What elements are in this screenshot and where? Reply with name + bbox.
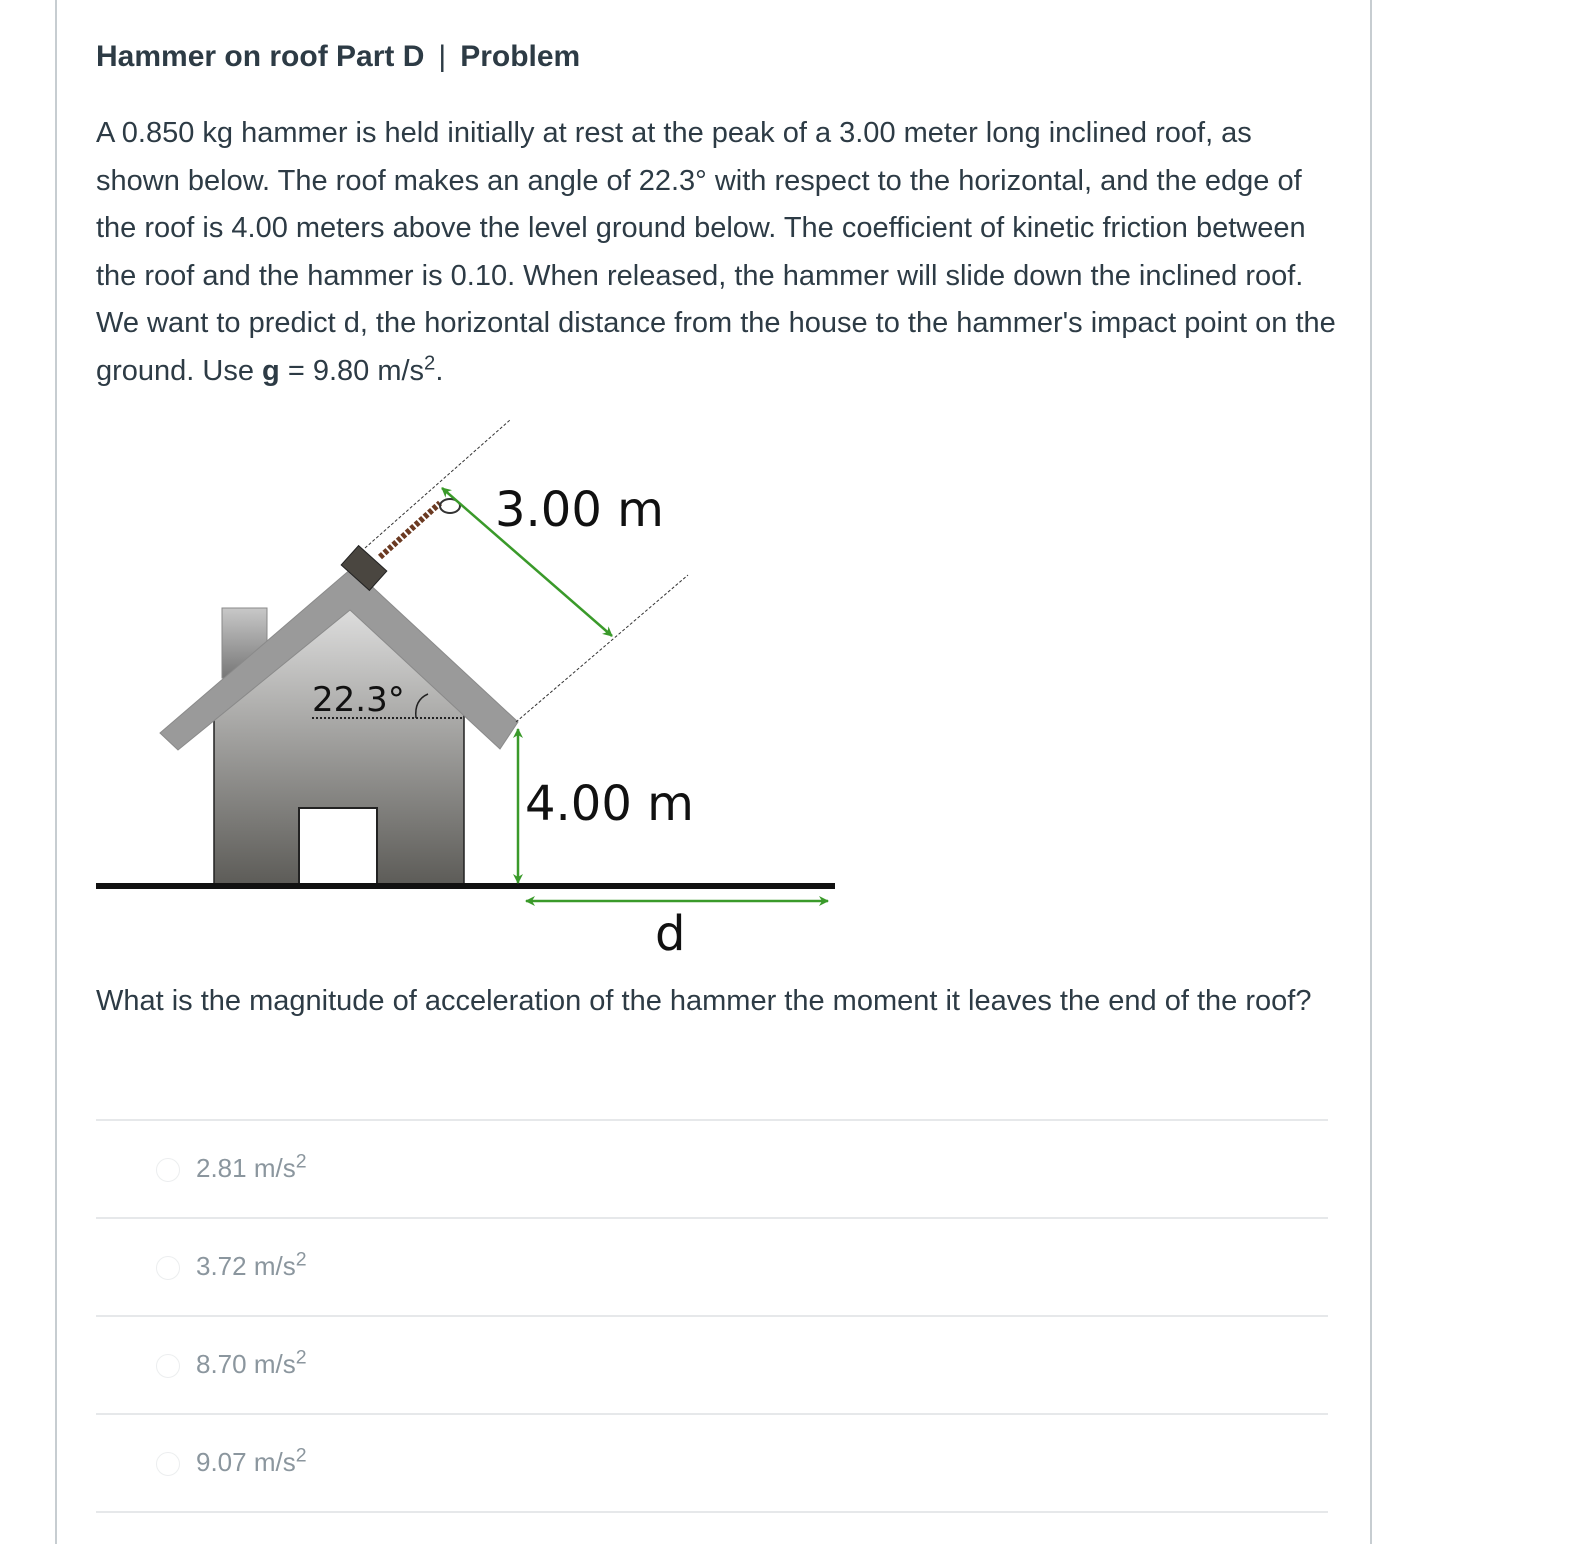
angle-label: 22.3° — [312, 680, 405, 720]
page-title: Hammer on roof Part D | Problem — [96, 40, 581, 73]
radio-button[interactable] — [156, 1256, 180, 1280]
answer-label[interactable]: 9.07 $m/s^2$ — [196, 1444, 307, 1477]
answer-label[interactable]: 8.70 $m/s^2$ — [196, 1346, 307, 1379]
answer-option[interactable] — [96, 1217, 1328, 1315]
answer-label[interactable]: 3.72 $m/s^2$ — [196, 1248, 307, 1281]
radio-button[interactable] — [156, 1354, 180, 1378]
question-text: What is the magnitude of acceleration of the hammer the moment it leaves the end of the roof? — [96, 985, 1312, 1017]
dashed-guide-bottom — [516, 575, 688, 722]
roof-length-label: 3.00 m — [495, 482, 664, 538]
distance-label: d — [655, 906, 686, 962]
height-label: 4.00 m — [525, 776, 694, 832]
answer-option[interactable] — [96, 1413, 1328, 1513]
radio-button[interactable] — [156, 1158, 180, 1182]
hammer-icon — [341, 499, 460, 590]
answer-list — [96, 1119, 1328, 1513]
problem-statement: A 0.850 kg hammer is held initially at rest at the peak of a 3.00 meter long inclined roof, as shown below. The roof makes an angle of 22.3° with respect to the horizontal, and the edge of the roof is 4.00 meters above the level ground below. The coefficient of kinetic friction between the roof and the hammer is 0.10. When released, the hammer will slide down the inclined roof. We want to predict d, the horizontal distance from the house to the hammer's impact point on the ground. Use g = 9.80 $m/s^2$. — [96, 117, 1336, 387]
answer-option[interactable] — [96, 1315, 1328, 1413]
door — [299, 808, 377, 886]
answer-label[interactable]: 2.81 $m/s^2$ — [196, 1150, 307, 1183]
answer-option[interactable] — [96, 1119, 1328, 1217]
radio-button[interactable] — [156, 1452, 180, 1476]
